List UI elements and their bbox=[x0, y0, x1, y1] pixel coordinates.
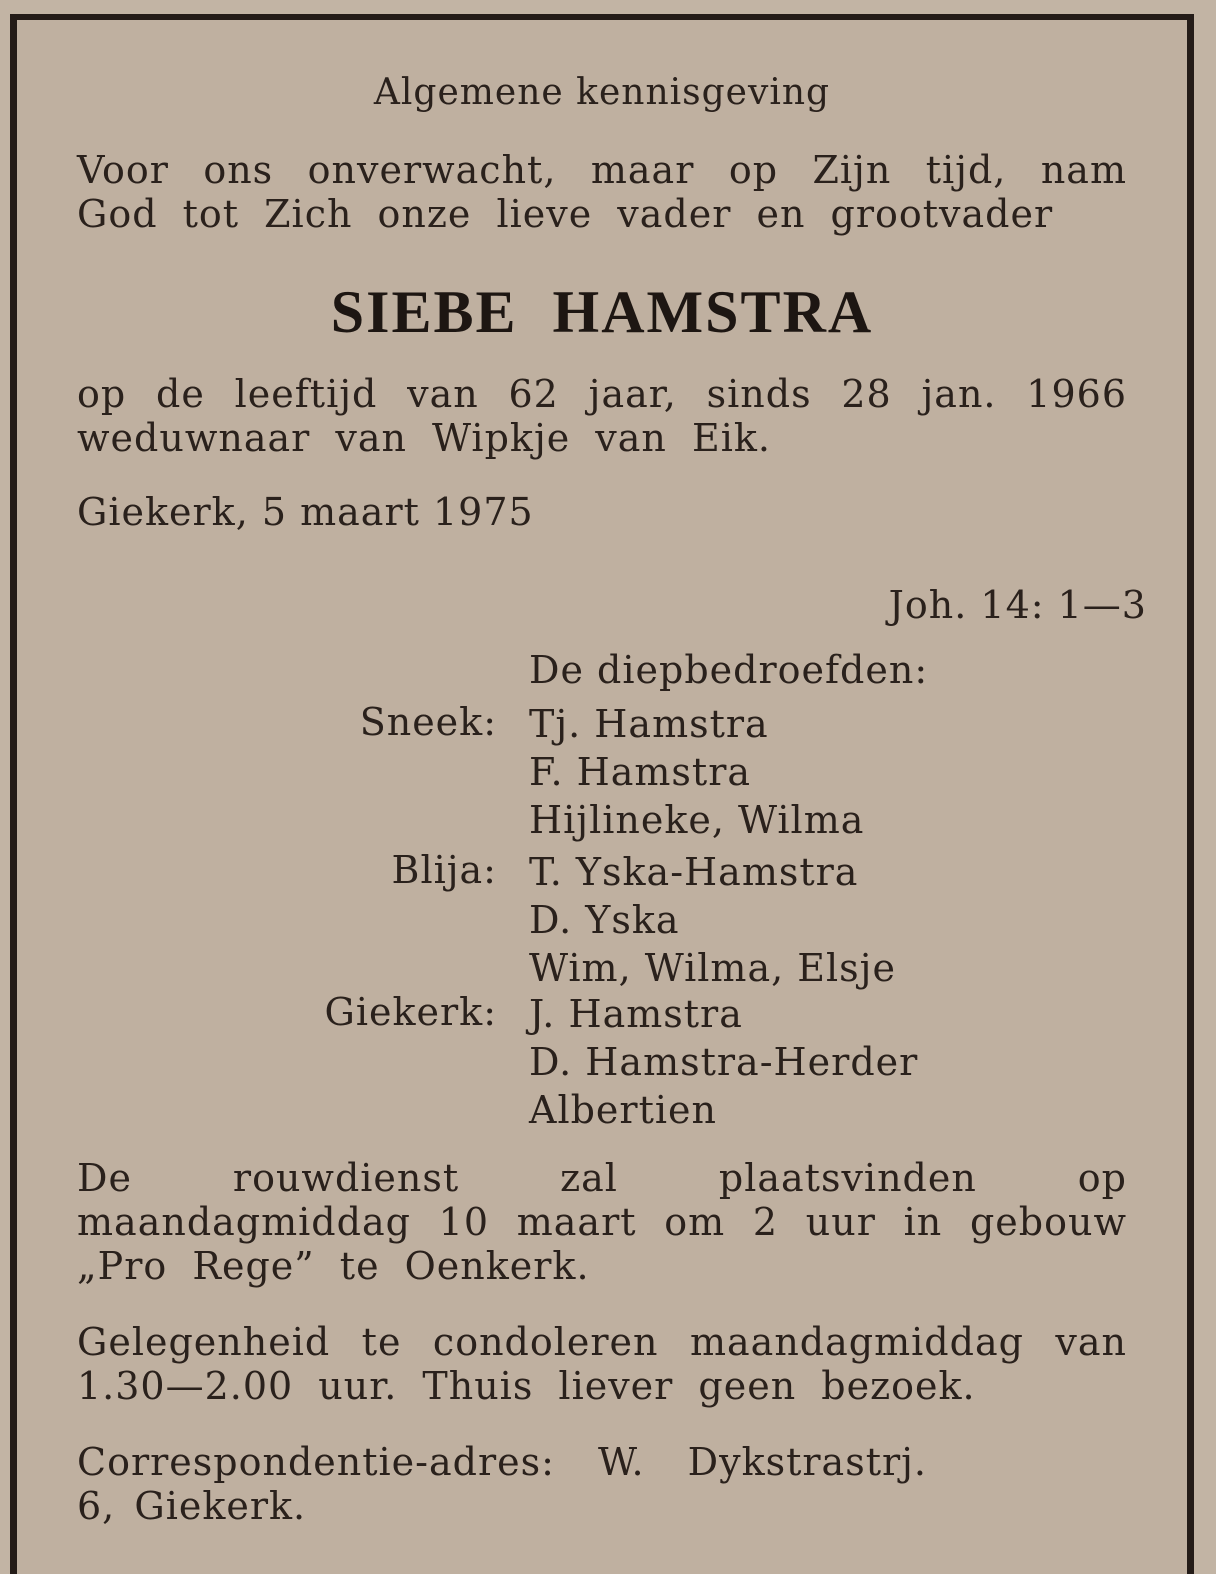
mourner-name: F. Hamstra bbox=[529, 750, 752, 794]
notice-heading: Algemene kennisgeving bbox=[373, 72, 831, 113]
mourner-name: D. Hamstra-Herder bbox=[529, 1040, 919, 1084]
deceased-details: op de leeftijd van 62 jaar, sinds 28 jan. 1966 weduwnaar van Wipkje van Eik. bbox=[77, 372, 1127, 460]
notice-body bbox=[77, 20, 1147, 1574]
funeral-service-text: De rouwdienst zal plaatsvinden op maandagmiddag 10 maart om 2 uur in gebouw „Pro Rege” te Oenkerk. bbox=[77, 1156, 1127, 1288]
mourner-names bbox=[529, 848, 896, 992]
mourner-name: T. Yska-Hamstra bbox=[529, 850, 859, 894]
deceased-name: SIEBE HAMSTRA bbox=[330, 279, 874, 345]
place-date: Giekerk, 5 maart 1975 bbox=[77, 490, 534, 534]
intro-text: Voor ons onverwacht, maar op Zijn tijd, nam God tot Zich onze lieve vader en grootvader bbox=[77, 148, 1127, 236]
mourner-name: D. Yska bbox=[529, 898, 680, 942]
mourner-name: Tj. Hamstra bbox=[529, 702, 769, 746]
mourner-names bbox=[529, 990, 918, 1134]
notice-border bbox=[10, 14, 1194, 1574]
mourner-name: Wim, Wilma, Elsje bbox=[529, 946, 896, 990]
mourner-name: Albertien bbox=[529, 1088, 717, 1132]
mourners-heading: De diepbedroefden: bbox=[529, 648, 929, 692]
mourner-name: J. Hamstra bbox=[529, 992, 743, 1036]
condolence-text: Gelegenheid te condoleren maandagmiddag van 1.30—2.00 uur. Thuis liever geen bezoek. bbox=[77, 1320, 1127, 1408]
mourner-place: Sneek: bbox=[359, 700, 497, 744]
mourner-place: Giekerk: bbox=[324, 990, 497, 1034]
mourner-name: Hijlineke, Wilma bbox=[529, 798, 865, 842]
correspondence-address: Correspondentie-adres: W. Dykstrastrj. 6, Giekerk. bbox=[77, 1440, 927, 1528]
mourner-names bbox=[529, 700, 864, 844]
mourner-place: Blija: bbox=[391, 848, 497, 892]
bible-verse: Joh. 14: 1—3 bbox=[888, 583, 1147, 627]
